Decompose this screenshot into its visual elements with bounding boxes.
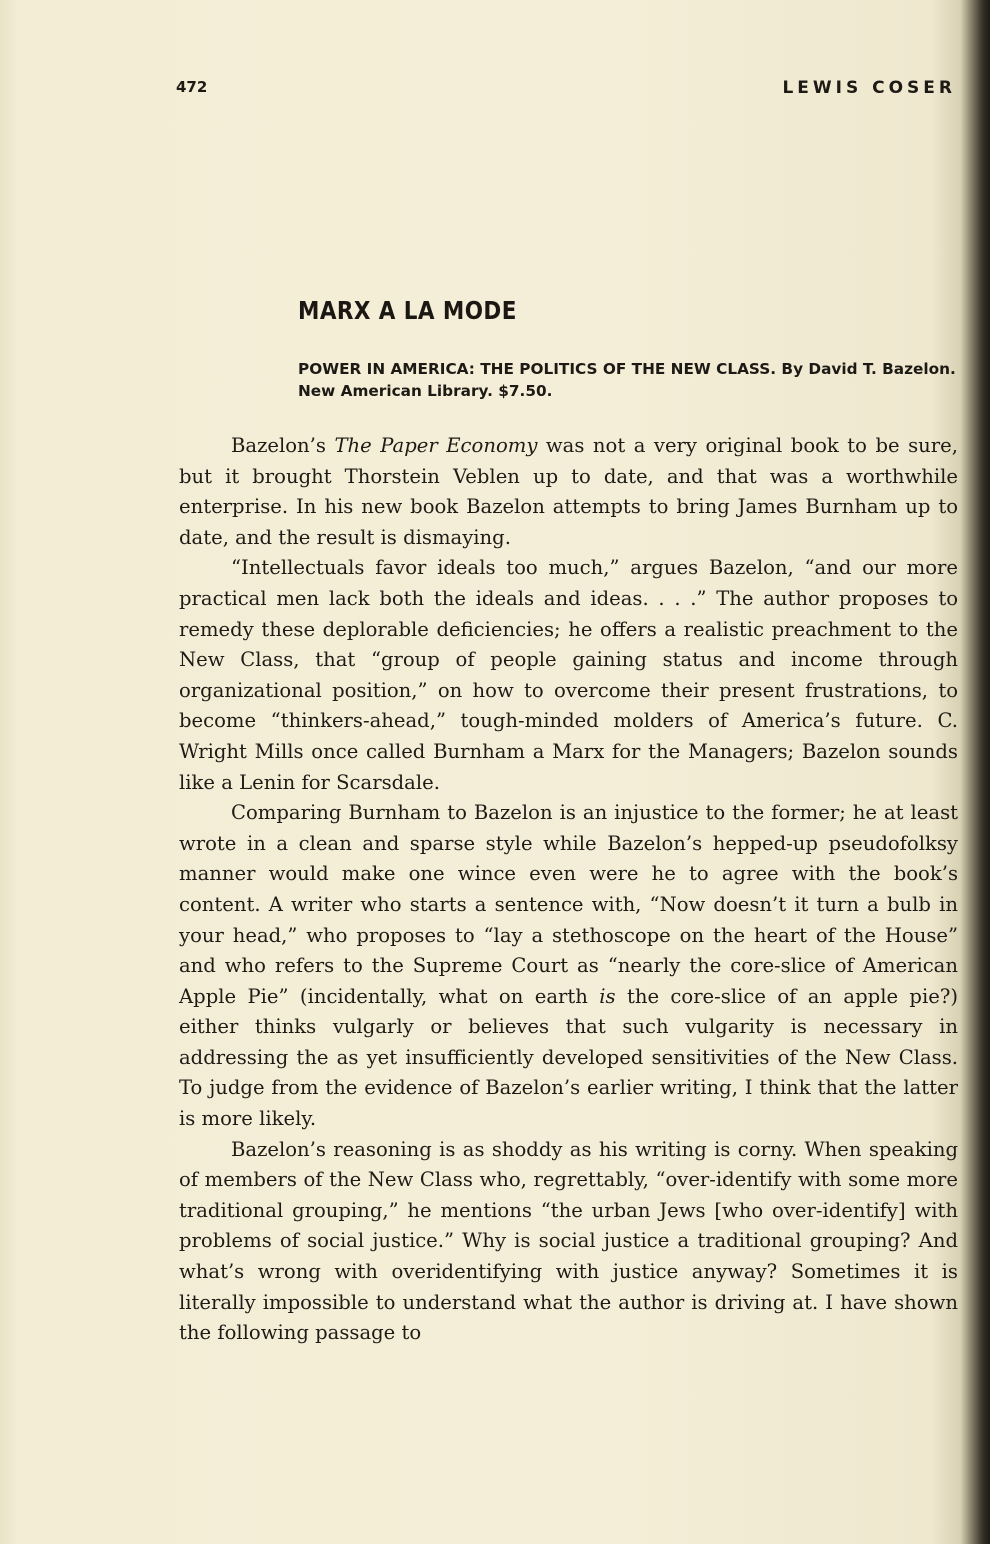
paragraph-text: Bazelon’s reasoning is as shoddy as his writing is corny. When speaking of members of the New Class who, regrettably, “over-identify with some more traditional grouping,” he mentions “the urban Jews [who over-identify] with problems of social justice.” Why is social justice a traditional grouping? And what’s wrong with overidentifying with justice anyway? Sometimes it is literally impossible to understand what the author is driving at. I have shown the following passage to — [179, 1137, 958, 1345]
book-title-italic: The Paper Economy — [334, 434, 538, 457]
paragraph-3 — [179, 798, 958, 1135]
emphasis-italic: is — [599, 984, 616, 1008]
paragraph-text: was not a very original book to be sure, but it brought Thorstein Veblen up to date, and that was a worthwhile enterprise. In his new book Bazelon attempts to bring James Burnham up to date, and the result is dismaying. — [179, 434, 958, 549]
article-title: MARX A LA MODE — [298, 296, 517, 325]
paragraph-text: the core-slice of an apple pie?) either thinks vulgarly or believes that such vulgarity is necessary in addressing the as yet insufficiently developed sensitivities of the New Class. To judge from the evidence of Bazelon’s earlier writing, I think that the latter is more likely. — [179, 984, 958, 1131]
page-number: 472 — [176, 78, 208, 96]
paragraph-text: “Intellectuals favor ideals too much,” argues Bazelon, “and our more practical men lack both the ideals and ideas. . . .” The author proposes to remedy these deplorable deficiencies; he offers a realistic preachment to the New Class, that “group of people gaining status and income through organizational position,” on how to overcome their present frustrations, to become “thinkers-ahead,” tough-minded molders of America’s future. C. Wright Mills once called Burnham a Marx for the Managers; Bazelon sounds like a Lenin for Scarsdale. — [179, 556, 958, 794]
paragraph-text: Bazelon’s — [231, 434, 335, 457]
page-edge-shadow — [976, 0, 990, 1544]
paragraph-1 — [179, 431, 958, 553]
article-body — [179, 431, 958, 1349]
paragraph-4 — [179, 1135, 958, 1349]
book-citation: POWER IN AMERICA: THE POLITICS OF THE NEW CLASS. By David T. Bazelon. New American Library. $7.50. — [298, 360, 956, 400]
running-head: LEWIS COSER — [782, 78, 956, 98]
paragraph-2 — [179, 553, 958, 798]
paragraph-text: Comparing Burnham to Bazelon is an injustice to the former; he at least wrote in a clean and sparse style while Bazelon’s hepped-up pseudofolksy manner would make one wince even were he to agree with the book’s content. A writer who starts a sentence with, “Now doesn’t it turn a bulb in your head,” who proposes to “lay a stethoscope on the heart of the House” and who refers to the Supreme Court as “nearly the core-slice of American Apple Pie” (incidentally, what on earth — [179, 801, 958, 1008]
